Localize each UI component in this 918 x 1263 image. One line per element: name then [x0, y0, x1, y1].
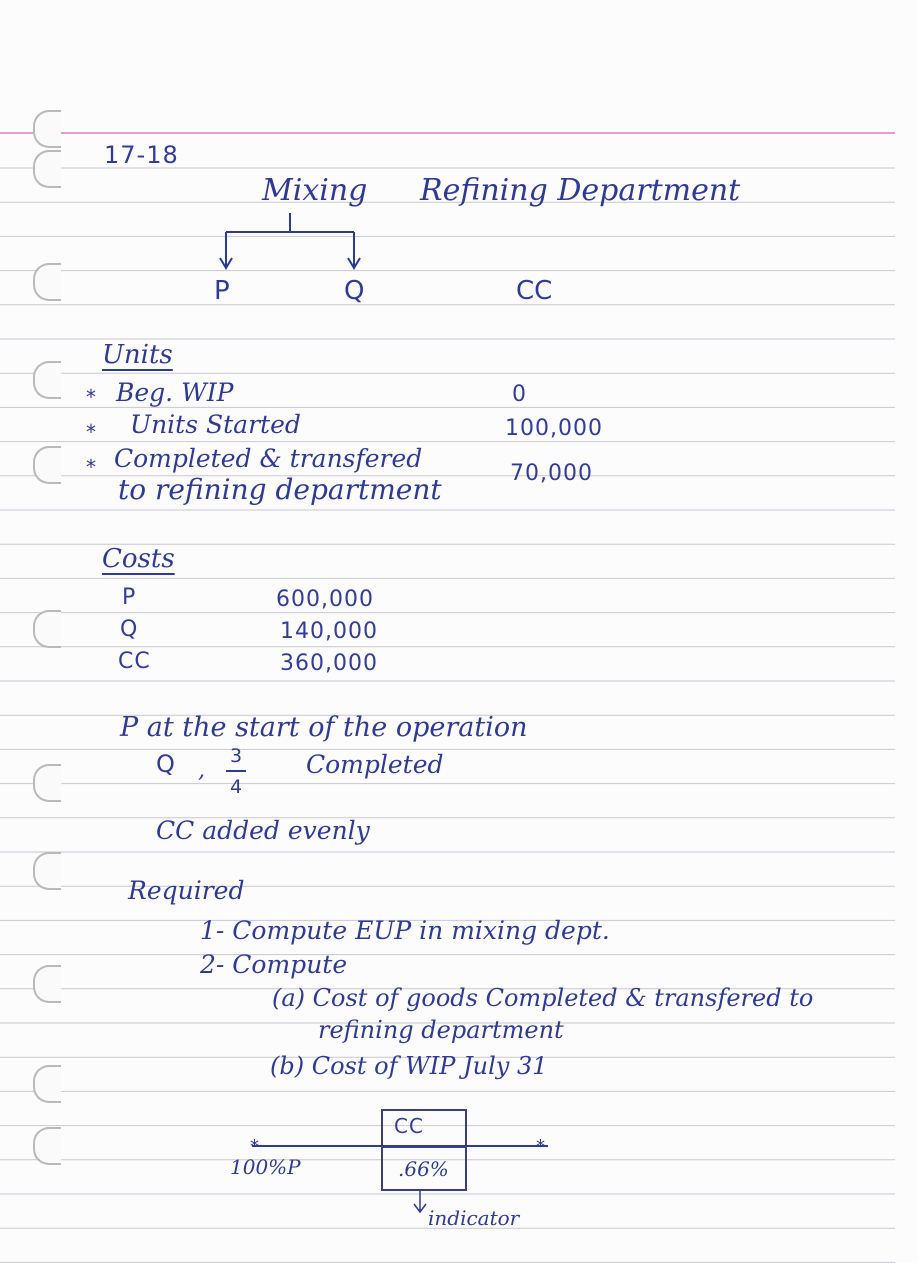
start-label: 100%P — [230, 1155, 301, 1179]
costs-row-value: 600,000 — [276, 587, 374, 612]
binder-hole — [33, 852, 61, 890]
note-p-start: P at the start of the operation — [120, 712, 528, 743]
costs-row-value: 360,000 — [280, 651, 378, 676]
flow-q: Q — [344, 276, 365, 306]
fraction-denominator: 4 — [229, 776, 243, 798]
flow-p: P — [214, 276, 230, 306]
note-q-completed: Completed — [306, 750, 444, 779]
fraction-numerator: 3 — [229, 745, 243, 767]
costs-row-label: P — [122, 585, 137, 610]
binder-hole — [33, 764, 61, 802]
units-row-value: 100,000 — [505, 416, 603, 441]
cc-box-percent: .66% — [398, 1157, 449, 1181]
mixing-label: Mixing — [262, 173, 368, 208]
flow-cc: CC — [516, 276, 553, 306]
svg-text:*: * — [536, 1136, 545, 1157]
units-row-label: Completed & transfered — [114, 444, 423, 473]
required-item-2a-cont: refining department — [318, 1016, 564, 1044]
binder-hole — [33, 361, 61, 399]
units-row-label: Units Started — [130, 410, 301, 439]
required-item-2b: (b) Cost of WIP July 31 — [270, 1052, 548, 1080]
units-row-value: 0 — [512, 382, 527, 407]
refining-department-label: Refining Department — [420, 173, 741, 208]
fraction-bar — [226, 770, 246, 772]
note-q-comma: , — [198, 758, 205, 783]
binder-hole — [33, 1065, 61, 1103]
units-row-label: Beg. WIP — [116, 378, 234, 407]
asterisk-icon: * — [86, 420, 96, 444]
note-q-label: Q — [156, 750, 175, 778]
asterisk-icon: * — [86, 455, 96, 479]
binder-hole — [33, 610, 61, 648]
binder-hole — [33, 965, 61, 1003]
flow-arrows — [0, 0, 918, 320]
costs-heading: Costs — [102, 544, 175, 574]
cc-box-label: CC — [394, 1114, 424, 1138]
binder-hole — [33, 446, 61, 484]
units-continuation: to refining department — [118, 473, 442, 506]
svg-text:*: * — [250, 1136, 259, 1157]
problem-number: 17-18 — [104, 141, 179, 169]
units-row-value: 70,000 — [510, 461, 593, 486]
note-cc-added: CC added evenly — [156, 816, 370, 845]
indicator-label: indicator — [428, 1206, 520, 1230]
costs-row-label: Q — [120, 617, 139, 642]
asterisk-icon: * — [86, 385, 96, 409]
required-item-2: 2- Compute — [200, 950, 348, 979]
costs-row-label: CC — [118, 649, 151, 674]
costs-row-value: 140,000 — [280, 619, 378, 644]
required-item-2a: (a) Cost of goods Completed & transfered to — [272, 984, 814, 1012]
required-item-1: 1- Compute EUP in mixing dept. — [200, 916, 610, 945]
cc-box-divider — [381, 1146, 465, 1148]
required-heading: Required — [128, 876, 245, 905]
units-heading: Units — [102, 340, 173, 370]
